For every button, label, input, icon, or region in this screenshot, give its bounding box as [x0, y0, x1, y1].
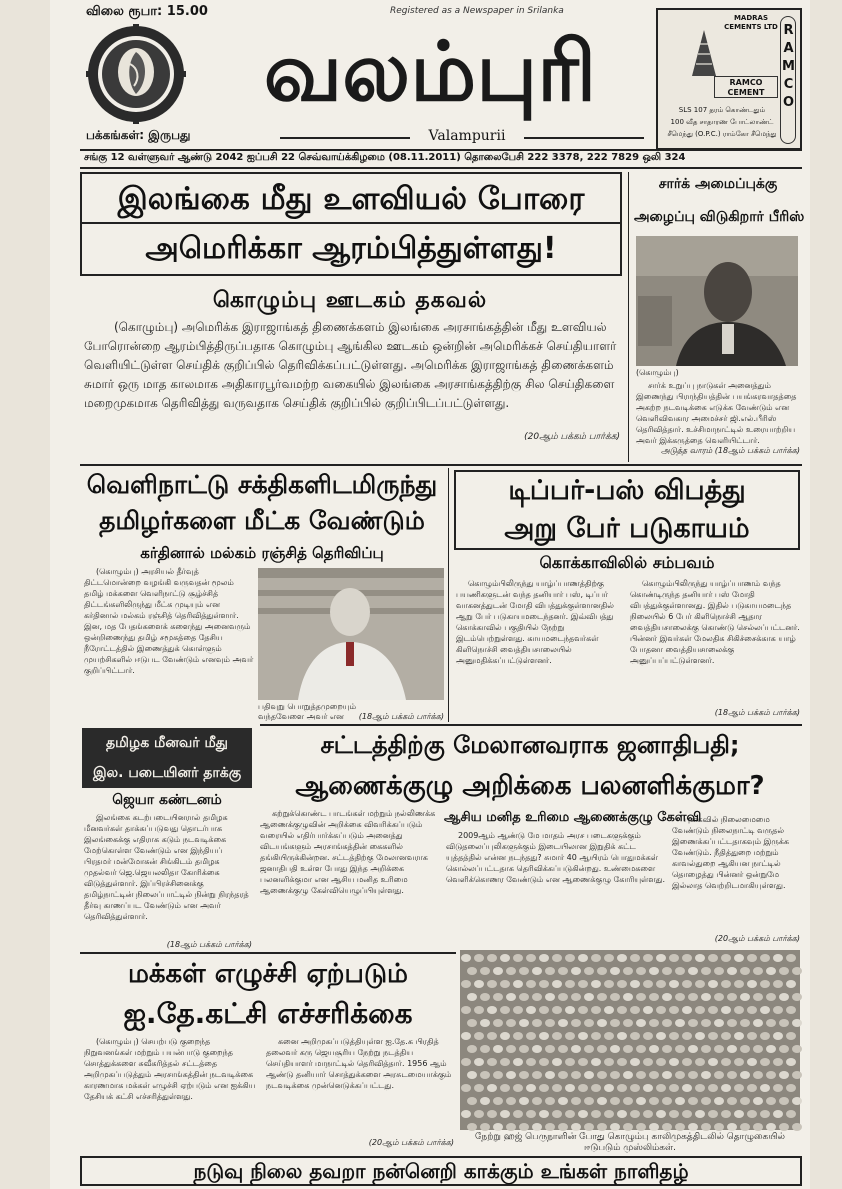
section-rule-1 [80, 464, 802, 466]
hajj-caption: நேற்று ஹஜ் பெருநாளின் போது கொழும்பு காலிமுகத்திடலில் தொழுகையில் ஈடுபடும் முஸ்லிம்கள். [475, 1132, 785, 1153]
bus-headline-box [454, 470, 800, 550]
unp-continued: (20ஆம் பக்கம் பார்க்க) [368, 1138, 454, 1147]
lead-headline-1: இலங்கை மீது உளவியல் போரை [82, 174, 620, 224]
registered-note: Registered as a Newspaper in Srilanka [390, 6, 564, 16]
president-body-col3: புகைவில் நிலைமைமை வேண்டும் நிலைநாட்டி வருதல் இணைக்கப்பட்டதாகவும் இருக்க வேண்டும். நீதித்துறை மற்றும் காவல்துறை ஆகியன நாட்டில் தொழைத்து பின்னர் ஒன்றுமே இல்லாத வெற்றிடமாகியுள்ளது. [672, 815, 789, 890]
masthead-rule-right [524, 137, 644, 139]
ramco-ad [656, 8, 802, 150]
section-rule-3 [80, 952, 456, 954]
newspaper-page [50, 0, 810, 1189]
dateline-rule-top [80, 149, 802, 151]
president-headline-1: சட்டத்திற்கு மேலானவராக ஜனாதிபதி; [320, 731, 740, 759]
bus-body-col1: கொழும்பிலிருந்து யாழ்ப்பாணத்திற்கு பயணிகளுடன் வந்த தனியார் பஸ், டிப்பர் வாகனத்துடன் மோதி விபத்துக்குள்ளானதில் ஆறு பேர் படுகாயமடைந்தனர். இவ்விபத்து கொக்காவில் பகுதியில் நேற்று இடம்பெற்றுள்ளது. காயமடைந்தவர்கள் கிளிநொச்சி வைத்தியசாலையில் அனுமதிக்கப்பட்டுள்ளனர். [456, 579, 614, 665]
column-divider-mid [448, 468, 449, 722]
saarc-body: சார்க் உறுப்பு நாடுகள் அனைத்தும் இணைந்து பிராந்தியத்தின் பயங்கரவாதத்தை அகற்ற நடவடிக்கை எடுக்க வேண்டும் என வெளிவிவகார அமைச்சர் ஜி.எல்.பீரிஸ் தெரிவித்தார். உச்சிமாநாட்டில் உரையாற்றிய அவர் இக்கருத்தை வெளியிட்டார். [636, 381, 797, 445]
president-body-col1: கற்றுக்கொண்ட பாடங்கள் மற்றும் நல்லிணக்க ஆணைக்குழுவின் அறிக்கை விவரிக்கப்படும் வரையில் எதிர்பார்க்கப்படும் அனைத்து விடயங்களும் அரசாங்கத்தின் கைகளில் தங்கியிருக்கின்றன. சட்டத்திற்கு மேலானவராக ஜனாதிபதி உள்ள போது இந்த அறிக்கை பலனளிக்குமா என ஆசிய மனித உரிமை ஆணைக்குழு கேள்வியெழுப்பியுள்ளது. [260, 809, 436, 895]
president-body-col2: 2009ஆம் ஆண்டு மே மாதம் அரச படைகளுக்கும் விடுதலைப்புலிகளுக்கும் இடையிலான இறுதிக் கட்ட யுத்தத்தில் என்ன நடந்தது? சுமார் 40 ஆயிரம் பொதுமக்கள் கொல்லப்பட்டதாக தெரிவிக்கப்படுகின்றது. உண்மைகளை வெளிக்கொணர வேண்டும் என ஆணைக்குழு கோரியுள்ளது. [446, 831, 666, 884]
saarc-headline: அழைப்பு விடுகிறார் பீரிஸ் [634, 209, 805, 225]
saarc-photo-caption: (கொழும்பு) [636, 368, 679, 377]
lead-continued: (20ஆம் பக்கம் பார்க்க) [524, 432, 620, 442]
fisher-headline-box [82, 728, 252, 788]
cardinal-photo-caption: பதிவுறு பொறுத்தமுறையும் வந்தவேளை அவர் என [258, 702, 357, 721]
cardinal-body: (கொழும்பு) அரசியல் தீர்வுத் திட்டமொன்றை வழங்கி வருவதன் மூலம் தமிழ் மக்களை வெளிநாட்டு சூழ்ச்சித் திட்டங்களிலிருந்து மீட்க முடியும் என கர்தினால் மல்கம் ரஞ்சித் தெரிவித்துள்ளார். இன, மத பேதங்களைக் களைந்து அனைவரும் ஒன்றிணைந்து தமிழ் சமூகத்தை தேசிய நீரோட்டத்தில் இணைத்துக் கொள்ளும் முயற்சிகளில் ஈடுபட வேண்டும் எனவும் அவர் குறிப்பிட்டார். [84, 567, 254, 675]
president-continued: (20ஆம் பக்கம் பார்க்க) [714, 934, 800, 943]
dateline-rule-bottom [80, 167, 802, 169]
lead-kicker: கொழும்பு ஊடகம் தகவல் [212, 288, 488, 313]
conch-logo [86, 24, 186, 124]
dateline: சங்கு 12 வள்ளுவர் ஆண்டு 2042 ஐப்பசி 22 செவ்வாய்க்கிழமை (08.11.2011) தொலைபேசி 222 3378, 222 7829 ஒலி 324 [84, 152, 686, 163]
section-rule-2 [260, 724, 802, 726]
saarc-kicker: சார்க் அமைப்புக்கு [658, 176, 778, 192]
bus-headline-1: டிப்பர்-பஸ் விபத்து [508, 475, 746, 506]
temple-logo [684, 28, 724, 78]
footer-banner [80, 1156, 802, 1186]
cardinal-headline-1: வெளிநாட்டு சக்திகளிடமிருந்து [86, 470, 438, 499]
cardinal-photo [258, 568, 444, 700]
ramco-line-3: சீமெந்து (O.P.C.) ராம்கோ சீமெந்து [667, 130, 777, 138]
bus-headline-2: அறு பேர் படுகாயம் [504, 513, 750, 544]
unp-body-col1: (கொழும்பு) செயற்படு குறைந்த நிறுவனங்கள் மற்றும் பயன்பாடு குறைந்த சொத்துக்களை சுவீகரித்தல் சட்டத்தை அறிமுகப்படுத்தும் அரசாங்கத்தின் நடவடிக்கை காரணமாக மக்கள் எழுச்சி ஏற்படும் என ஐக்கிய தேசியக் கட்சி எச்சரித்துள்ளது. [84, 1037, 256, 1101]
fisher-continued: (18ஆம் பக்கம் பார்க்க) [166, 940, 252, 949]
masthead-rule-left [280, 137, 410, 139]
unp-headline-2: ஐ.தே.கட்சி எச்சரிக்கை [123, 997, 413, 1030]
lead-headline-box [80, 172, 622, 276]
president-headline-2: ஆணைக்குழு அறிக்கை பலனளிக்குமா? [295, 771, 765, 801]
bus-kicker: கொக்காவிலில் சம்பவம் [539, 553, 715, 572]
footer-slogan: நடுவு நிலை தவறா நன்னெறி காக்கும் உங்கள் நாளிதழ் [193, 1159, 689, 1183]
lead-body: (கொழும்பு) அமெரிக்க இராஜாங்கத் திணைக்களம் இலங்கை அரசாங்கத்தின் மீது உளவியல் போரொன்றை ஆரம்பித்திருப்பதாக கொழும்பு ஆங்கில ஊடகம் ஒன்றின் அமெரிக்கச் செய்தியாளர் வெளியிட்டுள்ள செய்திக் குறிப்பில் தெரிவிக்கப்பட்டுள்ளது. அமெரிக்க இராஜாங்கத் திணைக்களம் சுமார் ஒரு மாத காலமாக அதிகாரபூர்வமற்ற வகையில் இலங்கை அரசாங்கத்திற்கு சில செய்திகளை மறைமுகமாக தெரிவித்து வருவதாக செய்திக் குறிப்பில் குறிப்பிடப்பட்டுள்ளது. [84, 320, 617, 410]
pages-label: பக்கங்கள்: இருபது [86, 128, 191, 142]
price-label: விலை ரூபா: 15.00 [86, 4, 208, 19]
ramco-line-1: SLS 107 தரம் கொண்டதும் [678, 106, 766, 114]
ramco-vertical-brand: RAMCO [780, 16, 796, 144]
ramco-line-2: 100 வீத சாதாரண போட்லாண்ட் [670, 118, 774, 126]
ramco-cement-badge: RAMCO CEMENT [714, 76, 778, 98]
bus-continued: (18ஆம் பக்கம் பார்க்க) [714, 708, 800, 717]
bus-body-col2: கொழும்பிலிருந்து யாழ்ப்பாணம் வந்த கொண்டிருந்த தனியார் பஸ் மோதி விபத்துக்குள்ளானது. இதில் படுகாயமடைந்த நிலையில் 6 பேர் கிளிநொச்சி ஆதார வைத்தியசாலைக்கு கொண்டு செல்லப்பட்டனர். பின்னர் இவர்கள் மேலதிக சிகிச்சைக்காக யாழ் போதனா வைத்தியசாலைக்கு அனுப்பப்பட்டுள்ளனர். [630, 579, 800, 665]
unp-headline-1: மக்கள் எழுச்சி ஏற்படும் [128, 959, 408, 989]
hajj-photo [460, 950, 800, 1130]
lead-headline-2: அமெரிக்கா ஆரம்பித்துள்ளது! [145, 231, 557, 266]
fisher-headline-1: தமிழக மீனவர் மீது [106, 735, 228, 751]
fisher-body: இலங்கை கடற்படையினரால் தமிழக மீனவர்கள் தாக்கப்படுவது தொடர்பாக இலங்கைக்கு எதிராக கடும் நடவடிக்கை மேற்கொள்ள வேண்டும் என இந்தியப் பிரதமர் மன்மோகன் சிங்கிடம் தமிழக முதல்வர் ஜெ.ஜெயலலிதா கோரிக்கை விடுத்துள்ளார். இப்பிரச்சினைக்கு தமிழ்நாட்டின் நிலைப்பாட்டில் நின்று நிரந்தரத் தீர்வு காணப்பட வேண்டும் என அவர் தெரிவித்துள்ளார். [84, 813, 249, 921]
saarc-photo [636, 236, 798, 366]
cardinal-kicker: கர்தினால் மல்கம் ரஞ்சித் தெரிவிப்பு [140, 544, 384, 562]
newspaper-title: வலம்புரி [263, 25, 597, 120]
cardinal-headline-2: தமிழர்களை மீட்க வேண்டும் [99, 506, 425, 535]
saarc-continued: அடுத்த வாரம் (18ஆம் பக்கம் பார்க்க) [660, 446, 800, 455]
unp-body-col2: கனை அறிமுகப்படுத்தியுள்ள ஐ.தே.க பிரதித் தலைவர் கரு ஜெயசூரிய நேற்று நடத்திய செய்தியாளர் மாநாட்டில் தெரிவித்தார். 1956 ஆம் ஆண்டு தனியார் சொத்துக்களை அரசுடமையாக்கும் நடவடிக்கை முன்னெடுக்கப்பட்டது. [266, 1037, 452, 1090]
fisher-kicker: ஜெயா கண்டனம் [112, 792, 222, 808]
ramco-company: MADRAS CEMENTS LTD [724, 14, 778, 31]
newspaper-subtitle: Valampurii [428, 128, 506, 144]
column-divider-top [628, 172, 629, 462]
president-kicker: ஆசிய மனித உரிமை ஆணைக்குழு கேள்வி [444, 810, 702, 825]
cardinal-continued: (18ஆம் பக்கம் பார்க்க) [358, 712, 444, 721]
fisher-headline-2: இல. படையினர் தாக்கு [92, 765, 242, 781]
